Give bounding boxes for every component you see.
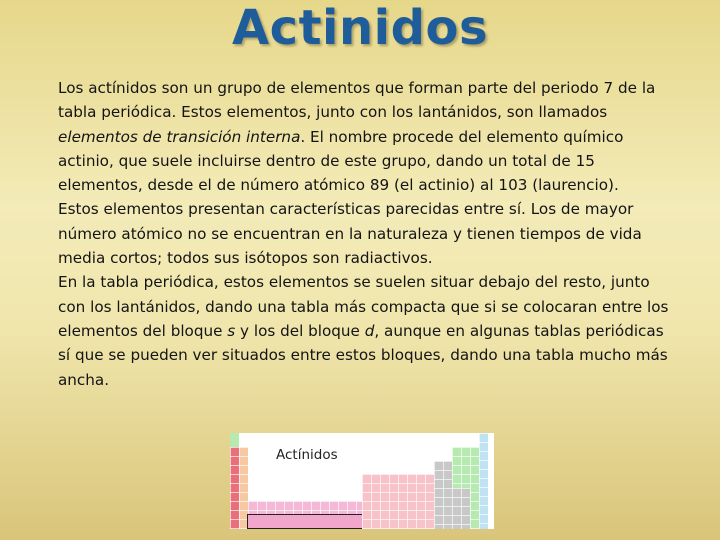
paragraph-text: y los del bloque	[235, 321, 365, 340]
p-block-metalloids	[452, 488, 470, 529]
actinides-row-highlight	[247, 514, 363, 529]
italic-text: elementos de transición interna	[58, 127, 301, 146]
slide-body-text	[58, 76, 678, 392]
periodic-table-image	[230, 433, 494, 529]
body-paragraph	[58, 270, 678, 391]
paragraph-text: En la tabla periódica, estos elementos se suelen situar debajo del resto, junto con los lantánidos, dando una tabla más compacta que si se colocaran entre los elementos del bloque	[58, 273, 669, 340]
paragraph-text: Los actínidos son un grupo de elementos que forman parte del periodo 7 de la tabla periódica. Estos elementos, junto con los lantánidos, son llamados	[58, 79, 656, 122]
italic-text: d	[364, 321, 375, 340]
hydrogen-cell	[230, 433, 239, 447]
paragraph-text: , aunque en algunas tablas periódicas sí que se pueden ver situados entre estos bloques, dando una tabla mucho más ancha.	[58, 321, 668, 389]
lanthanides-row	[248, 501, 362, 514]
paragraph-text: Estos elementos presentan características parecidas entre sí. Los de mayor número atómico no se encuentran en la naturaleza y tienen tiempos de vida media cortos; todos sus isótopos son radiactivos.	[58, 200, 642, 268]
body-paragraph	[58, 76, 678, 197]
paragraph-text: . El nombre procede del elemento químico actinio, que suele incluirse dentro de este grupo, dando un total de 15 elementos, desde el de número atómico 89 (el actinio) al 103 (laurencio).	[58, 127, 624, 195]
slide-title: Actinidos	[231, 0, 489, 56]
actinides-label: Actínidos	[276, 447, 338, 463]
italic-text: s	[227, 321, 236, 340]
body-paragraph	[58, 197, 678, 270]
noble-gases-column	[479, 433, 488, 529]
s-block-column-1	[230, 447, 239, 529]
p-block-metals	[434, 461, 452, 529]
